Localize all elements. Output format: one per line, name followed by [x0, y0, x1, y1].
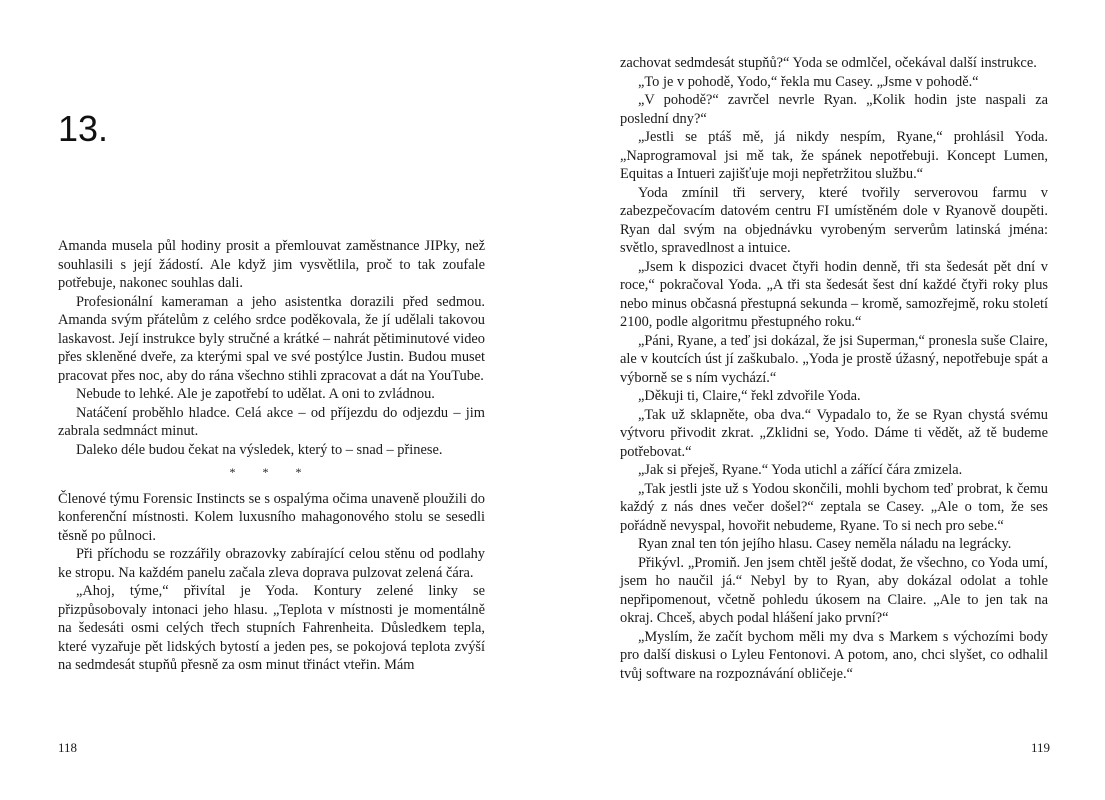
page-number-left: 118 — [58, 740, 78, 755]
paragraph: Profesionální kameraman a jeho asistentka dorazili před sedmou. Amanda svým přátelům z celého srdce poděkovala, že jí udělali takovou laskavost. Její instrukce byly stručné a krátké – nahrát pětiminutové video přes skleněné dveře, za kterými spal ve své postýlce Justin. Budou muset pracovat přes noc, aby do rána všechno stihli zpracovat a dát na YouTube. — [58, 293, 485, 384]
paragraph: Členové týmu Forensic Instincts se s ospalýma očima unaveně ploužili do konferenční místnosti. Kolem luxusního mahagonového stolu se sesedli těsně po půlnoci. — [58, 490, 485, 544]
paragraph: „To je v pohodě, Yodo,“ řekla mu Casey. „Jsme v pohodě.“ — [638, 73, 979, 90]
left-page-text — [58, 237, 485, 675]
page-number-right: 119 — [1030, 740, 1050, 755]
scene-break: * * * — [229, 465, 314, 479]
paragraph: Amanda musela půl hodiny prosit a přemlouvat zaměstnance JIPky, než souhlasili s její žádostí. Ale když jim vysvětlila, proč to tak zoufale potřebuje, nakonec souhlas dali. — [58, 238, 485, 291]
paragraph: „Děkuji ti, Claire,“ řekl zdvořile Yoda. — [638, 388, 861, 404]
paragraph: Natáčení proběhlo hladce. Celá akce – od příjezdu do odjezdu – jim zabrala sedmnáct minut. — [58, 404, 485, 439]
paragraph: „Jak si přeješ, Ryane.“ Yoda utichl a zářící čára zmizela. — [638, 462, 963, 478]
left-page — [0, 0, 552, 800]
paragraph: Při příchodu se rozzářily obrazovky zabírající celou stěnu od podlahy ke stropu. Na každém panelu začala zleva doprava pulzovat zelená čára. — [58, 546, 485, 581]
paragraph: „Tak jestli jste už s Yodou skončili, mohli bychom teď probrat, k čemu každý z nás dnes večer došel?“ zeptala se Casey. „Ale o tom, že ses pořádně nevyspal, hovořit nebudeme, Ryane. To si nech pro sebe.“ — [620, 480, 1048, 534]
paragraph: „Páni, Ryane, a teď jsi dokázal, že jsi Superman,“ pronesla suše Claire, ale v koutcích úst jí zaškubalo. „Yoda je prostě úžasný, nepotřebuje spát a výborně se s ním vychází.“ — [620, 332, 1048, 386]
paragraph: Yoda zmínil tři servery, které tvořily serverovou farmu v zabezpečovacím datovém centru FI umístěném dole v Ryanově doupěti. Ryan dal svým na objednávku vyrobeným serverům latinská jména: světlo, spravedlnost a intuice. — [620, 184, 1048, 256]
paragraph: „Myslím, že začít bychom měli my dva s Markem s výchozími body pro další diskusi o Lyleu Fentonovi. A potom, ano, chci slyšet, co odhalil tvůj software na rozpoznávání obličeje.“ — [620, 628, 1048, 682]
paragraph: Ryan znal ten tón jejího hlasu. Casey neměla náladu na legrácky. — [638, 536, 1012, 552]
paragraph: „Jestli se ptáš mě, já nikdy nespím, Ryane,“ prohlásil Yoda. „Naprogramoval jsi mě tak, že spánek nepotřebuji. Koncept Lumen, Equitas a Intueri zajišťuje moji nepřetržitou službu.“ — [620, 129, 1048, 182]
paragraph: Nebude to lehké. Ale je zapotřebí to udělat. A oni to zvládnou. — [76, 386, 435, 402]
paragraph: zachovat sedmdesát stupňů?“ Yoda se odmlčel, očekával další instrukce. — [620, 55, 1037, 71]
right-page-text — [620, 54, 1048, 683]
paragraph: „Ahoj, týme,“ přivítal je Yoda. Kontury zelené linky se přizpůsobovaly intonaci jeho hlasu. „Teplota v místnosti je momentálně na šedesáti osmi celých třech stupních Fahrenheita. Důsledkem tepla, které vyzařuje pět lidských bytostí a jeden pes, se pokojová teplota zvýší na sedmdesát stupňů přesně za osm minut třináct vteřin. Mám — [58, 583, 485, 673]
paragraph: Přikývl. „Promiň. Jen jsem chtěl ještě dodat, že všechno, co Yoda umí, jsem ho naučil já.“ Nebyl by to Ryan, aby dokázal odolat a tohle nepřipomenout, včetně pohledu úkosem na Claire. „Ale to jen tak na okraj. Chceš, abych podal hlášení jako první?“ — [620, 554, 1048, 626]
paragraph: „Tak už sklapněte, oba dva.“ Vypadalo to, že se Ryan chystá svému výtvoru přivodit zkrat. „Zklidni se, Yodo. Dáme ti vědět, až tě budeme potřebovat.“ — [620, 406, 1048, 460]
paragraph: „Jsem k dispozici dvacet čtyři hodin denně, tři sta šedesát pět dní v roce,“ pokračoval Yoda. „A tři sta šedesát šest dní každé čtyři roky plus nebo minus občasná přestupná sekunda – kromě, samozřejmě, roku století 2100, podle algoritmu přestupného roku.“ — [620, 258, 1048, 330]
paragraph: „V pohodě?“ zavrčel nevrle Ryan. „Kolik hodin jste naspali za poslední dny?“ — [620, 92, 1048, 127]
paragraph: Daleko déle budou čekat na výsledek, který to – snad – přinese. — [76, 441, 443, 458]
right-page — [552, 0, 1104, 800]
chapter-number: 13. — [58, 108, 109, 149]
